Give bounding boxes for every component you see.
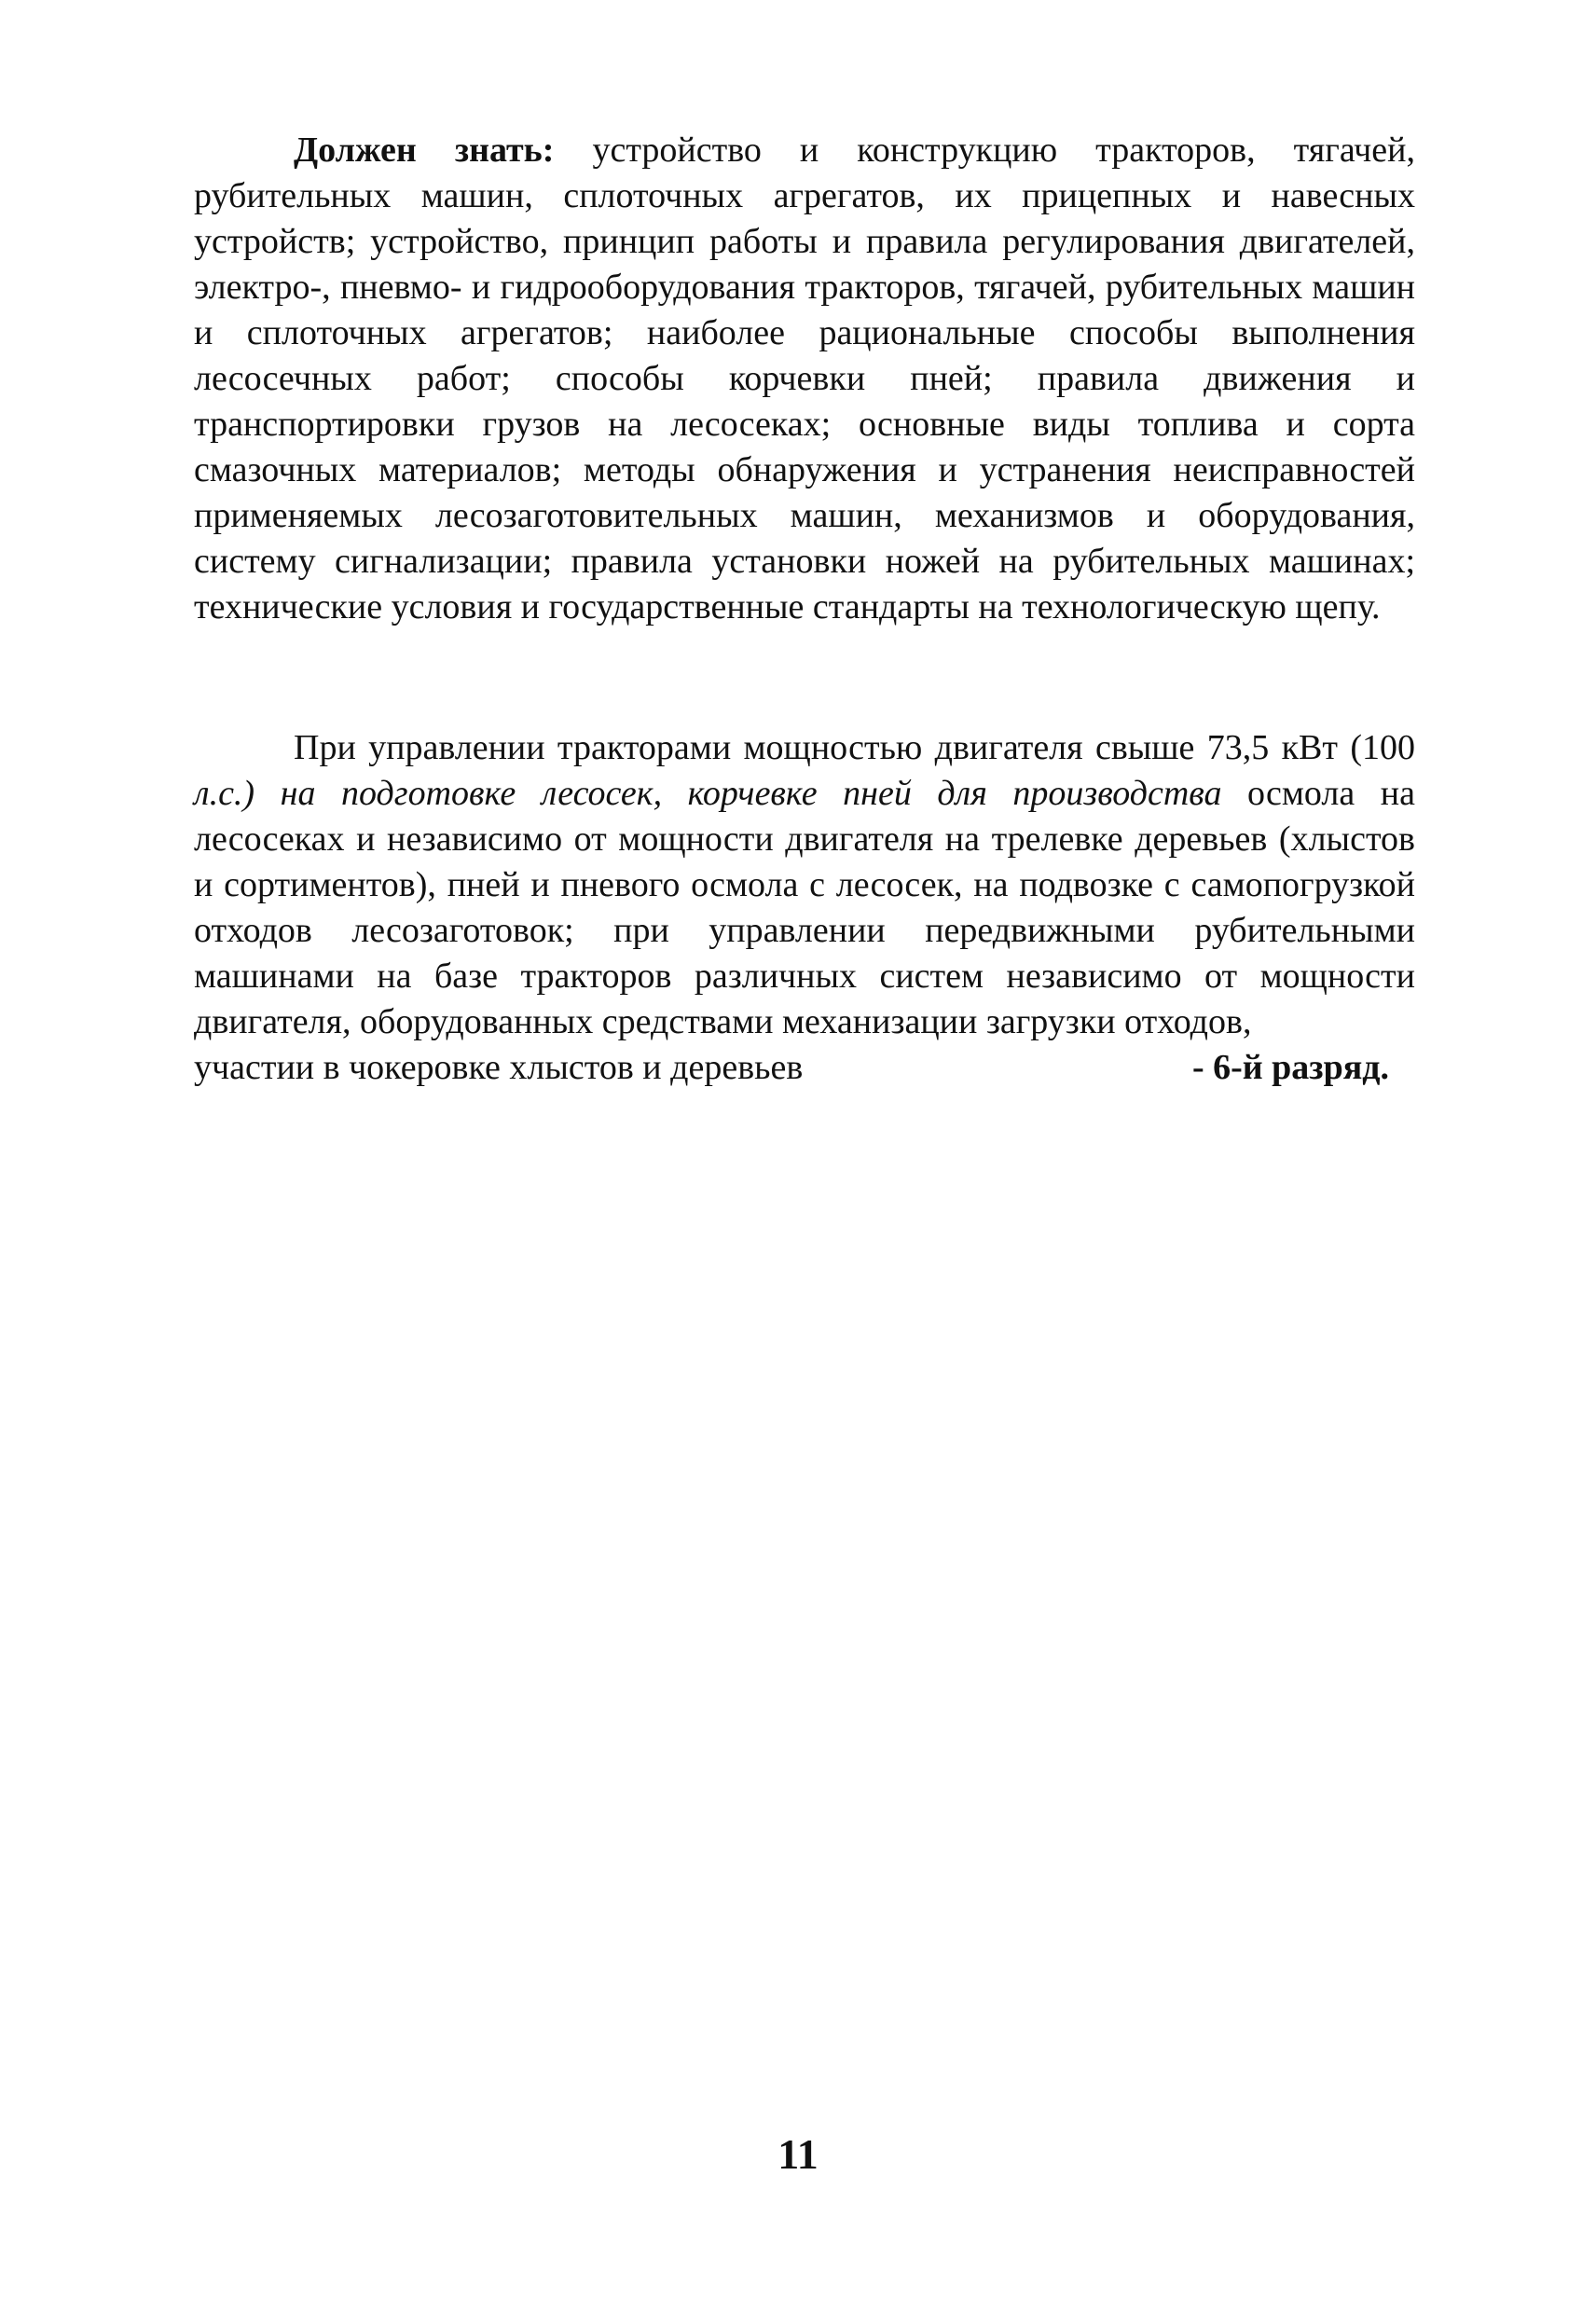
page-number: 11 [777,2130,819,2178]
grade-conditions-paragraph [194,725,1415,1091]
must-know-heading: Должен знать: [294,131,555,170]
grade-label: - 6-й разряд. [1191,1048,1389,1087]
grade-conditions-italic-text: л.с.) на подготовке лесосек, корчевке пней для производства [194,774,1222,813]
must-know-text: устройство и конструкцию тракторов, тягачей, рубительных машин, сплоточных агрегатов, их прицепных и навесных устройств; устройство, принцип работы и правила регулирования двигателей, электро-, пневмо- и гидрооборудования тракторов, тягачей, рубительных машин и сплоточных агрегатов; наиболее рациональные способы выполнения лесосечных работ; способы корчевки пней; правила движения и транспортировки грузов на лесосеках; основные виды топлива и сорта смазочных материалов; методы обнаружения и устранения неисправностей применяемых лесозаготовительных машин, механизмов и оборудования, систему сигнализации; правила установки ножей на рубительных машинах; технические условия и государственные стандарты на технологическую щепу. [194,131,1415,626]
grade-conditions-text-start: При управлении тракторами мощностью двигателя свыше 73,5 кВт (100 [294,728,1415,767]
grade-line-text: участии в чокеровке хлыстов и деревьев [194,1048,804,1087]
grade-line [194,1045,1415,1091]
grade-conditions-text-middle: осмола на лесосеках и независимо от мощности двигателя на трелевке деревьев (хлыстов и сортиментов), пней и пневого осмола с лесосек, на подвозке с самопогрузкой отходов лесозаготовок; при управлении передвижными рубительными машинами на базе тракторов различных систем независимо от мощности двигателя, оборудованных средствами механизации загрузки отходов, [194,774,1415,1041]
qualification-knowledge-paragraph [194,128,1415,630]
